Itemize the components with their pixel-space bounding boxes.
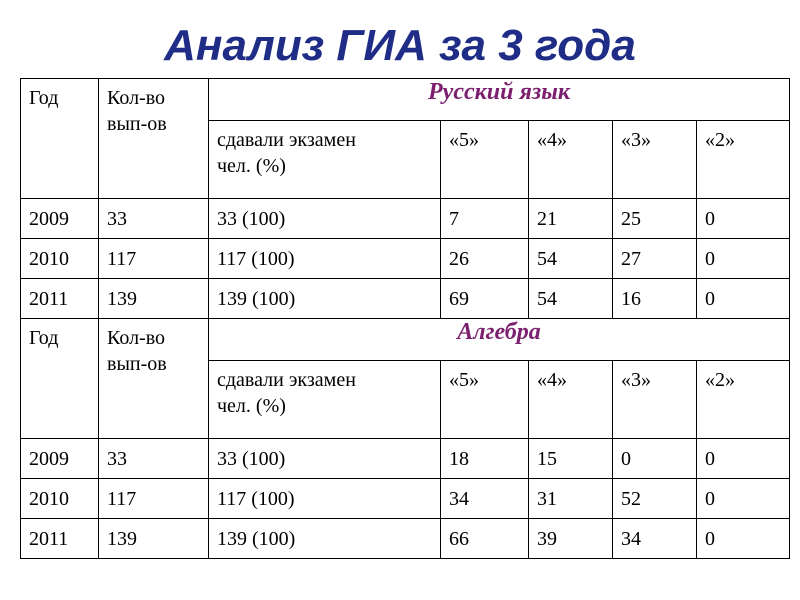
year-header-label: Год — [29, 327, 59, 349]
year-cell: 2011 — [21, 279, 99, 319]
grade-2-cell: 0 — [697, 199, 790, 239]
year-header — [21, 79, 99, 199]
table-row — [21, 439, 790, 479]
grade-2-cell: 0 — [697, 479, 790, 519]
grade-5-cell: 18 — [441, 439, 529, 479]
grade-3-header: «3» — [613, 121, 697, 199]
grade-4-header: «4» — [529, 361, 613, 439]
year-header-label: Год — [29, 87, 59, 109]
grade-5-header: «5» — [441, 121, 529, 199]
grade-4-cell: 15 — [529, 439, 613, 479]
grade-3-cell: 25 — [613, 199, 697, 239]
took-exam-header-line1: сдавали экзамен — [217, 369, 356, 391]
count-header — [99, 319, 209, 439]
took-exam-cell: 33 (100) — [209, 439, 441, 479]
took-exam-header-line1: сдавали экзамен — [217, 129, 356, 151]
count-cell: 117 — [99, 239, 209, 279]
grade-2-cell: 0 — [697, 439, 790, 479]
year-cell: 2011 — [21, 519, 99, 559]
grade-3-cell: 16 — [613, 279, 697, 319]
count-header-line1: Кол-во — [107, 327, 166, 349]
count-cell: 33 — [99, 199, 209, 239]
section-header-row — [21, 319, 790, 361]
took-exam-cell: 117 (100) — [209, 239, 441, 279]
took-exam-header — [209, 361, 441, 439]
grade-2-header: «2» — [697, 361, 790, 439]
grade-3-cell: 34 — [613, 519, 697, 559]
grade-4-cell: 54 — [529, 279, 613, 319]
section-header-row — [21, 79, 790, 121]
year-cell: 2010 — [21, 479, 99, 519]
took-exam-header — [209, 121, 441, 199]
year-cell: 2009 — [21, 439, 99, 479]
grade-3-cell: 52 — [613, 479, 697, 519]
grade-4-cell: 54 — [529, 239, 613, 279]
grade-2-cell: 0 — [697, 239, 790, 279]
count-cell: 139 — [99, 279, 209, 319]
table-row — [21, 279, 790, 319]
grade-3-cell: 0 — [613, 439, 697, 479]
grade-2-cell: 0 — [697, 279, 790, 319]
page-title: Анализ ГИА за 3 года — [164, 21, 636, 70]
grade-4-cell: 39 — [529, 519, 613, 559]
year-cell: 2010 — [21, 239, 99, 279]
grade-5-cell: 7 — [441, 199, 529, 239]
took-exam-header-line2: чел. (%) — [217, 395, 286, 417]
count-cell: 139 — [99, 519, 209, 559]
count-header-line2: вып-ов — [107, 113, 167, 135]
subject-algebra: Алгебра — [209, 319, 790, 361]
grade-3-cell: 27 — [613, 239, 697, 279]
table-row — [21, 479, 790, 519]
table-row — [21, 519, 790, 559]
count-header-line2: вып-ов — [107, 353, 167, 375]
grade-4-header: «4» — [529, 121, 613, 199]
subject-russian: Русский язык — [209, 79, 790, 121]
table-row — [21, 239, 790, 279]
grade-5-cell: 34 — [441, 479, 529, 519]
count-header — [99, 79, 209, 199]
grade-4-cell: 31 — [529, 479, 613, 519]
grade-4-cell: 21 — [529, 199, 613, 239]
took-exam-cell: 33 (100) — [209, 199, 441, 239]
grade-5-cell: 69 — [441, 279, 529, 319]
table-row — [21, 199, 790, 239]
grade-3-header: «3» — [613, 361, 697, 439]
year-cell: 2009 — [21, 199, 99, 239]
count-cell: 33 — [99, 439, 209, 479]
took-exam-cell: 139 (100) — [209, 279, 441, 319]
took-exam-cell: 139 (100) — [209, 519, 441, 559]
year-header — [21, 319, 99, 439]
count-header-line1: Кол-во — [107, 87, 166, 109]
took-exam-cell: 117 (100) — [209, 479, 441, 519]
grade-2-header: «2» — [697, 121, 790, 199]
results-table — [20, 78, 790, 559]
count-cell: 117 — [99, 479, 209, 519]
grade-5-cell: 66 — [441, 519, 529, 559]
grade-2-cell: 0 — [697, 519, 790, 559]
grade-5-cell: 26 — [441, 239, 529, 279]
took-exam-header-line2: чел. (%) — [217, 155, 286, 177]
grade-5-header: «5» — [441, 361, 529, 439]
